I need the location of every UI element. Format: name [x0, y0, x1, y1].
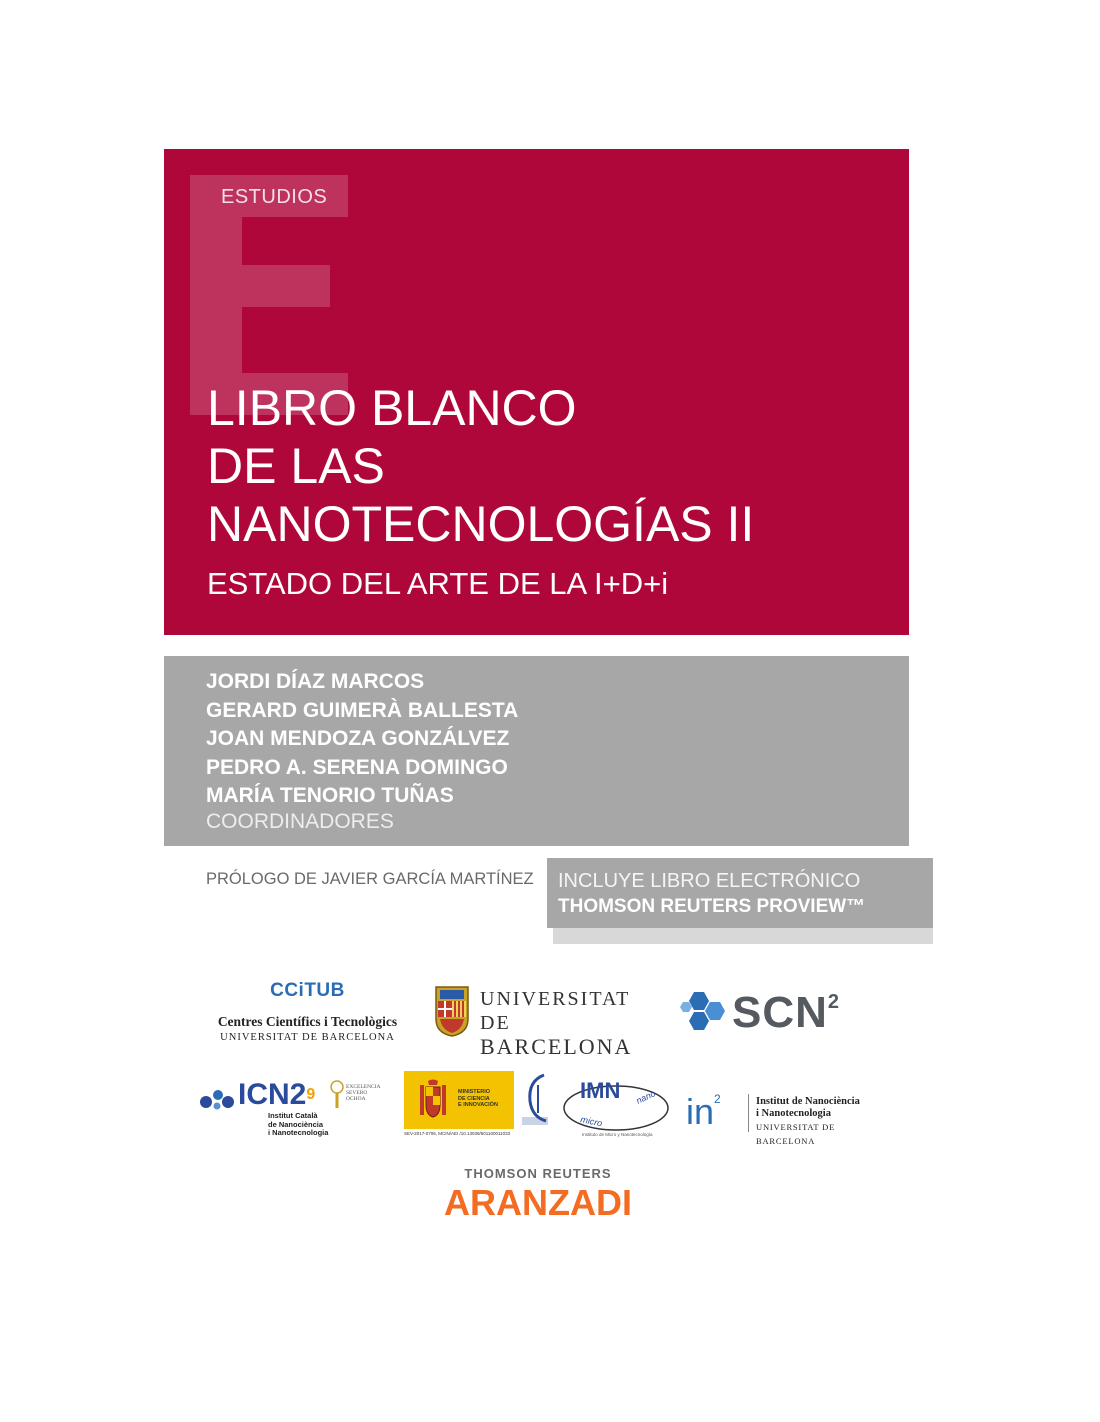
- ebook-line-1: INCLUYE LIBRO ELECTRÓNICO: [558, 870, 861, 892]
- in2-line-3: UNIVERSITAT DE BARCELONA: [756, 1122, 836, 1146]
- icn2-subtitle: Institut Català de Nanociència i Nanotecnologia: [268, 1111, 329, 1137]
- scn2-logo: [678, 990, 868, 1040]
- icn2-logo: $ICN2^9$ Institut Català de Nanociència i Nanotecnologia EXCELENCIA SEVERO OCHOA: [198, 1078, 393, 1148]
- ccitub-wordmark: CCiTUB: [270, 980, 345, 1001]
- ub-name-line-2: BARCELONA: [480, 1034, 633, 1059]
- authors-band: [164, 656, 909, 846]
- series-label: ESTUDIOS: [221, 186, 328, 208]
- scn-superscript: 2: [827, 991, 841, 1013]
- in2-line-2: i Nanotecnologia: [756, 1108, 831, 1119]
- molecule-dots-icon: [198, 1086, 236, 1110]
- imn-micro: micro: [579, 1114, 604, 1129]
- excellence-seal-icon: [330, 1080, 344, 1110]
- in2-line-1: Institut de Nanociència: [756, 1096, 860, 1107]
- in2-wordmark: in: [686, 1091, 715, 1132]
- title-line: LIBRO BLANCO: [207, 380, 577, 436]
- ministerio-reference: SEV-2017-0706, MCIN/AEI /10.13039/501100011033: [404, 1131, 511, 1136]
- title-line: NANOTECNOLOGÍAS II: [207, 496, 755, 552]
- ub-shield-icon: [434, 985, 470, 1037]
- ub-logo: [434, 985, 644, 1059]
- publisher-logo: [430, 1166, 646, 1223]
- cover-title-block: [164, 149, 909, 635]
- author-name: PEDRO A. SERENA DOMINGO: [206, 755, 508, 779]
- publisher-name: ARANZADI: [444, 1182, 632, 1223]
- ebook-badge: [547, 858, 933, 928]
- severo-ochoa-badge: EXCELENCIA SEVERO OCHOA: [330, 1080, 392, 1116]
- imn-logo: [560, 1074, 672, 1140]
- ebook-line-2: THOMSON REUTERS PROVIEW™: [558, 896, 866, 917]
- ccitub-line-2: UNIVERSITAT DE BARCELONA: [220, 1032, 395, 1043]
- imn-wordmark: IMN: [580, 1078, 621, 1103]
- publisher-parent: THOMSON REUTERS: [464, 1166, 612, 1181]
- title-line: DE LAS: [207, 438, 385, 494]
- author-name: JORDI DÍAZ MARCOS: [206, 670, 425, 693]
- ministerio-ciencia-logo: [404, 1071, 554, 1141]
- in2-divider: [748, 1094, 749, 1132]
- ccitub-logo: [210, 980, 405, 1043]
- aei-agency-icon: [518, 1071, 554, 1129]
- scn-wordmark: SCN: [732, 988, 828, 1037]
- prologue-credit: PRÓLOGO DE JAVIER GARCÍA MARTÍNEZ: [206, 870, 534, 888]
- hexagon-cluster-icon: [678, 990, 726, 1034]
- icn2-wordmark: ICN2: [238, 1078, 307, 1111]
- ub-name-line-1: UNIVERSITAT DE: [480, 988, 631, 1034]
- coordinators-label: COORDINADORES: [206, 810, 394, 833]
- imn-nano: nano: [634, 1088, 657, 1106]
- ministerio-name: MINISTERIO DE CIENCIA E INNOVACIÓN: [458, 1089, 498, 1108]
- author-name: MARÍA TENORIO TUÑAS: [206, 784, 454, 807]
- author-name: GERARD GUIMERÀ BALLESTA: [206, 698, 519, 722]
- imn-subtitle: Instituto de Micro y Nanotecnología: [582, 1132, 653, 1137]
- in2-superscript: 2: [714, 1092, 721, 1106]
- book-subtitle: ESTADO DEL ARTE DE LA I+D+i: [207, 566, 669, 601]
- author-name: JOAN MENDOZA GONZÁLVEZ: [206, 727, 510, 750]
- book-title: [207, 379, 754, 553]
- ccitub-line-1: Centres Científics i Tecnològics: [217, 1014, 398, 1029]
- in2-logo: [686, 1091, 891, 1146]
- spain-coat-of-arms-icon: [418, 1079, 448, 1121]
- author-list: [206, 668, 518, 811]
